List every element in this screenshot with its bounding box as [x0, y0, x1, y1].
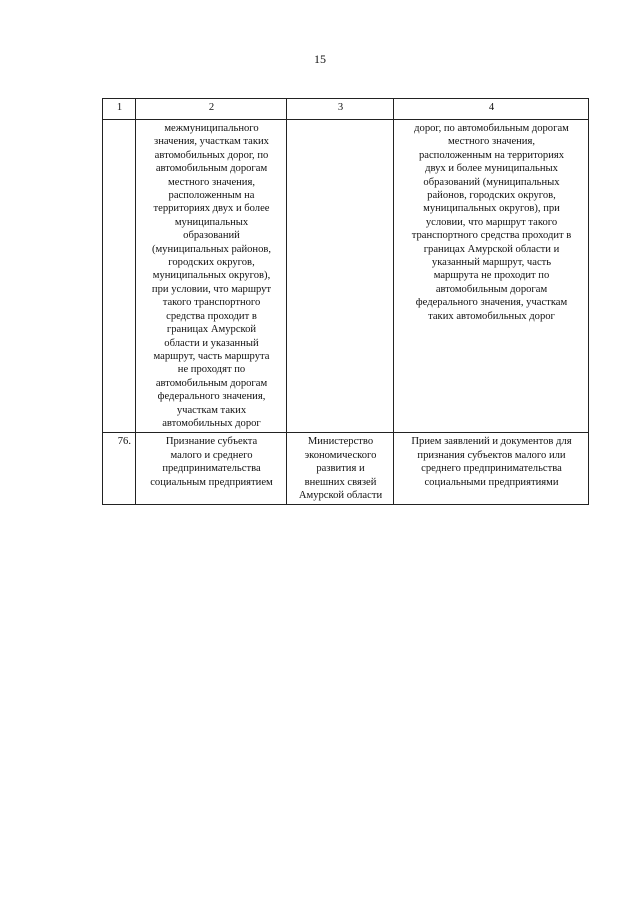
header-cell-3: 3 [287, 99, 394, 120]
authority-cell: Министерство экономического развития и внешних связей Амурской области [287, 433, 394, 505]
service-description-cell: дорог, по автомобильным дорогам местного значения, расположенным на территориях двух и более муниципальных образований (муниципальных районов, городских округов, муниципальных округов), при условии, что маршрут такого транспортного средства проходит в границах Амурской области и указанный маршрут, часть маршрута не проходит по автомобильным дорогам федерального значения, участкам таких автомобильных дорог [394, 120, 589, 433]
row-number-cell: 76. [103, 433, 136, 505]
authority-cell [287, 120, 394, 433]
table-row [103, 433, 589, 505]
service-name-cell: межмуниципального значения, участкам таких автомобильных дорог, по автомобильным дорогам местного значения, расположенным на территориях двух и более муниципальных образований (муниципальных районов, городских округов, муниципальных округов), при условии, что маршрут такого транспортного средства проходит в границах Амурской области и указанный маршрут, часть маршрута не проходят по автомобильным дорогам федерального значения, участкам таких автомобильных дорог [136, 120, 287, 433]
header-cell-2: 2 [136, 99, 287, 120]
service-name-cell: Признание субъекта малого и среднего предпринимательства социальным предприятием [136, 433, 287, 505]
table-row [103, 120, 589, 433]
table-header-row [103, 99, 589, 120]
service-description-cell: Прием заявлений и документов для признания субъектов малого или среднего предпринимательства социальными предприятиями [394, 433, 589, 505]
page-number: 15 [314, 52, 326, 66]
header-cell-1: 1 [103, 99, 136, 120]
services-table [102, 98, 589, 505]
header-cell-4: 4 [394, 99, 589, 120]
row-number-cell [103, 120, 136, 433]
